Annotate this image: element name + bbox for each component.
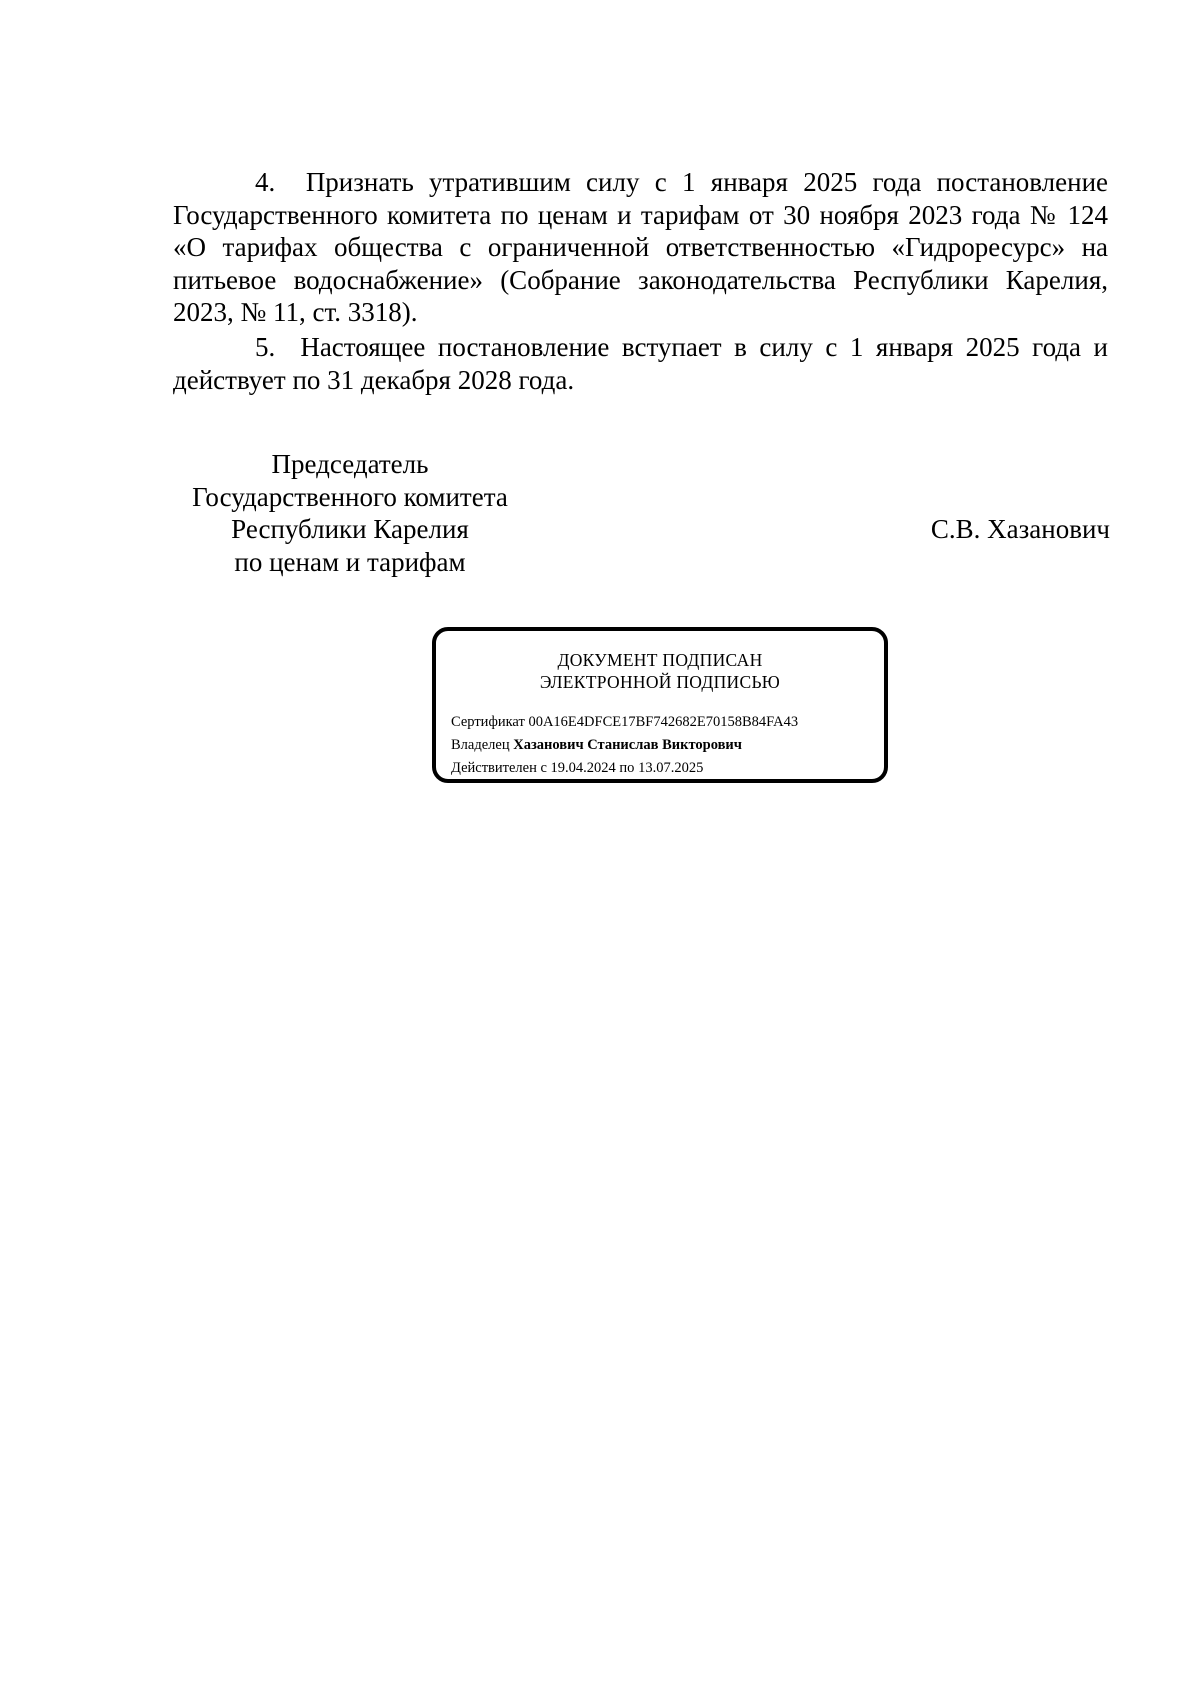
- position-line: по ценам и тарифам: [234, 546, 466, 577]
- paragraph-number: 5.: [255, 332, 276, 362]
- stamp-title: [436, 649, 884, 693]
- position-line: Государственного комитета: [192, 481, 508, 512]
- signatory-name: С.В. Хазанович: [930, 514, 1110, 544]
- certificate-value: 00A16E4DFCE17BF742682E70158B84FA43: [528, 714, 799, 730]
- certificate-line: [451, 711, 798, 734]
- paragraph-5: [173, 331, 1108, 396]
- paragraph-text: Признать утратившим силу с 1 января 2025 года постановление Государственного комитета по ценам и тарифам от 30 ноября 2023 года № 124 «О тарифах общества с ограниченной ответственностью «Гидроресурс» на питьевое водоснабжение» (Собрание законодательства Республики Карелия, 2023, № 11, ст. 3318).: [173, 167, 1109, 327]
- paragraph-number: 4.: [255, 167, 276, 197]
- stamp-details: [451, 711, 798, 780]
- position-line: Председатель: [271, 449, 429, 479]
- certificate-label: Сертификат: [451, 714, 525, 730]
- stamp-title-line: ДОКУМЕНТ ПОДПИСАН: [557, 650, 763, 670]
- valid-to: 13.07.2025: [638, 760, 704, 776]
- paragraph-4: [173, 166, 1108, 329]
- owner-line: [451, 734, 798, 757]
- owner-label: Владелец: [451, 737, 510, 753]
- position-line: Республики Карелия: [231, 514, 469, 544]
- valid-from: 19.04.2024: [550, 760, 616, 776]
- valid-label: Действителен с: [451, 760, 547, 776]
- owner-value: Хазанович Станислав Викторович: [513, 737, 742, 753]
- validity-line: [451, 757, 798, 780]
- paragraph-text: Настоящее постановление вступает в силу с 1 января 2025 года и действует по 31 декабря 2028 года.: [173, 332, 1108, 395]
- signatory-position: [165, 448, 535, 578]
- valid-to-label: по: [619, 760, 635, 776]
- electronic-signature-stamp: [432, 627, 888, 783]
- stamp-title-line: ЭЛЕКТРОННОЙ ПОДПИСЬЮ: [539, 672, 781, 692]
